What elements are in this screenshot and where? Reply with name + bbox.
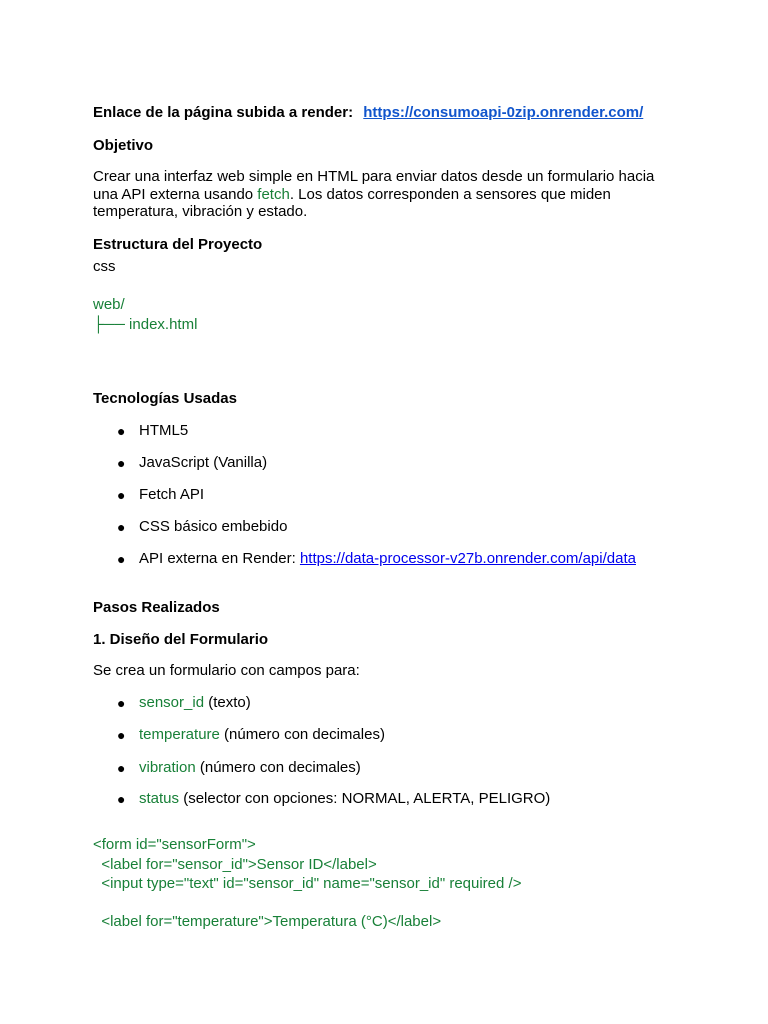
code-line: <label for="sensor_id">Sensor ID</label> (93, 856, 377, 873)
tech-item: HTML5 (139, 422, 189, 439)
bullet-icon: ● (117, 519, 126, 535)
tech-item: JavaScript (Vanilla) (139, 454, 268, 471)
code-line: <form id="sensorForm"> (93, 836, 256, 853)
field-desc: (texto) (204, 694, 251, 711)
field-desc: (selector con opciones: NORMAL, ALERTA, PELIGRO) (179, 790, 551, 807)
field-item (139, 790, 550, 808)
bullet-icon: ● (117, 791, 126, 807)
bullet-icon: ● (117, 727, 126, 743)
tech-item: CSS básico embebido (139, 518, 288, 535)
objetivo-heading: Objetivo (93, 137, 154, 154)
field-item (139, 726, 385, 744)
field-item (139, 759, 361, 777)
render-page-link[interactable]: https://consumoapi-0zip.onrender.com/ (363, 104, 644, 121)
code-lang-label: css (93, 258, 116, 275)
field-item (139, 694, 251, 712)
bullet-icon: ● (117, 551, 126, 567)
bullet-icon: ● (117, 695, 126, 711)
estructura-heading: Estructura del Proyecto (93, 236, 263, 253)
objetivo-line-1: Crear una interfaz web simple en HTML para enviar datos desde un formulario hacia (93, 168, 655, 185)
bullet-icon: ● (117, 455, 126, 471)
objetivo-line-2-post: . Los datos corresponden a sensores que miden (289, 186, 611, 203)
pasos-subheading: 1. Diseño del Formulario (93, 631, 269, 648)
api-label: API externa en Render: (139, 550, 300, 567)
field-code: sensor_id (139, 694, 205, 711)
fetch-code: fetch (257, 186, 290, 203)
field-code: vibration (139, 759, 196, 776)
code-line: <label for="temperature">Temperatura (°C)</label> (93, 913, 442, 930)
field-code: status (139, 790, 180, 807)
intro-line (93, 104, 643, 122)
objetivo-line-3: temperatura, vibración y estado. (93, 203, 308, 220)
field-code: temperature (139, 726, 220, 743)
tecnologias-heading: Tecnologías Usadas (93, 390, 237, 407)
tech-item-api (139, 550, 636, 568)
tree-file: ├── index.html (93, 316, 198, 333)
objetivo-line-2 (93, 186, 611, 204)
tree-root: web/ (93, 296, 125, 313)
field-desc: (número con decimales) (195, 759, 361, 776)
bullet-icon: ● (117, 760, 126, 776)
intro-label: Enlace de la página subida a render: (93, 104, 354, 121)
tech-item: Fetch API (139, 486, 205, 503)
bullet-icon: ● (117, 487, 126, 503)
api-link[interactable]: https://data-processor-v27b.onrender.com/api/data (299, 550, 636, 567)
bullet-icon: ● (117, 423, 126, 439)
code-line: <input type="text" id="sensor_id" name="sensor_id" required /> (93, 875, 522, 892)
pasos-heading: Pasos Realizados (93, 599, 220, 616)
pasos-intro: Se crea un formulario con campos para: (93, 662, 360, 679)
objetivo-line-2-pre: una API externa usando (93, 186, 258, 203)
field-desc: (número con decimales) (219, 726, 385, 743)
